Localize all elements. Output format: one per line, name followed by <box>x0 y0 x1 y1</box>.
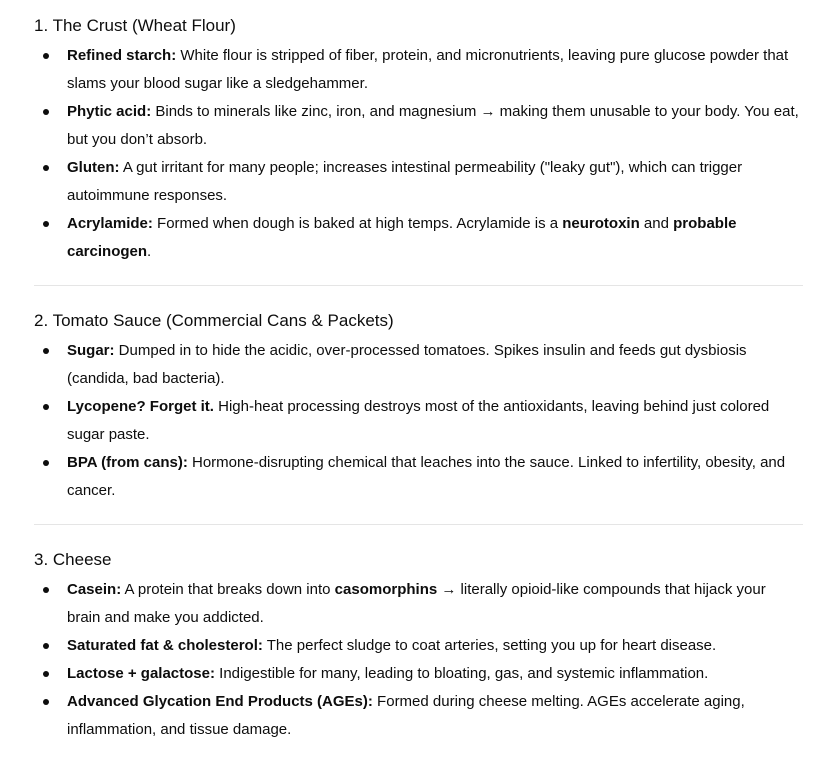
body-text: Indigestible for many, leading to bloating, gas, and systemic inflammation. <box>214 665 709 682</box>
body-text: High-heat processing destroys most of the antioxidants, leaving behind just colored sugar paste. <box>67 398 770 443</box>
bold-text: Lycopene? Forget it. <box>67 398 214 415</box>
list-item <box>34 688 803 744</box>
bold-text: Refined starch: <box>67 47 177 64</box>
section-divider <box>34 524 803 525</box>
body-text: The perfect sludge to coat arteries, setting you up for heart disease. <box>262 637 717 654</box>
list-item <box>34 42 803 98</box>
body-text: Formed when dough is baked at high temps. Acrylamide is a <box>152 215 563 232</box>
bullet-list <box>34 42 803 266</box>
body-text: Hormone-disrupting chemical that leaches into the sauce. Linked to infertility, obesity, and cancer. <box>67 454 786 499</box>
bullet-list <box>34 337 803 505</box>
body-text: A protein that breaks down into <box>121 581 335 598</box>
bold-text: casomorphins <box>334 581 438 598</box>
section-title: 1. The Crust (Wheat Flour) <box>34 16 236 35</box>
list-item <box>34 660 803 688</box>
section-title: 3. Cheese <box>34 550 112 569</box>
list-item <box>34 449 803 505</box>
body-text: and <box>639 215 674 232</box>
body-text: A gut irritant for many people; increases intestinal permeability ("leaky gut"), which can trigger autoimmune responses. <box>67 159 743 204</box>
list-item <box>34 337 803 393</box>
bold-text: BPA (from cans): <box>67 454 188 471</box>
list-item <box>34 210 803 266</box>
bold-text: Lactose + galactose: <box>67 665 215 682</box>
body-text: → literally opioid-like compounds that hijack your brain and make you addicted. <box>67 581 766 626</box>
section-title: 2. Tomato Sauce (Commercial Cans & Packets) <box>34 311 394 330</box>
body-text: Formed during cheese melting. AGEs accelerate aging, inflammation, and tissue damage. <box>67 693 745 738</box>
list-item <box>34 632 803 660</box>
bold-text: Gluten: <box>67 159 120 176</box>
bold-text: Acrylamide: <box>67 215 153 232</box>
list-item <box>34 576 803 632</box>
body-text: Dumped in to hide the acidic, over-processed tomatoes. Spikes insulin and feeds gut dysbiosis (candida, bad bacteria). <box>67 342 747 387</box>
list-item <box>34 98 803 154</box>
body-text: Binds to minerals like zinc, iron, and magnesium → making them unusable to your body. You eat, but you don’t absorb. <box>67 103 799 148</box>
bold-text: Saturated fat & cholesterol: <box>67 637 263 654</box>
bold-text: Sugar: <box>67 342 115 359</box>
bold-text: Advanced Glycation End Products (AGEs): <box>67 693 373 710</box>
bullet-list <box>34 576 803 744</box>
list-item <box>34 393 803 449</box>
bold-text: probable carcinogen <box>67 215 737 260</box>
bold-text: Casein: <box>67 581 122 598</box>
list-item <box>34 154 803 210</box>
bold-text: Phytic acid: <box>67 103 152 120</box>
body-text: . <box>147 243 152 260</box>
body-text: White flour is stripped of fiber, protein, and micronutrients, leaving pure glucose powder that slams your blood sugar like a sledgehammer. <box>67 47 789 92</box>
section-divider <box>34 285 803 286</box>
bold-text: neurotoxin <box>562 215 640 232</box>
